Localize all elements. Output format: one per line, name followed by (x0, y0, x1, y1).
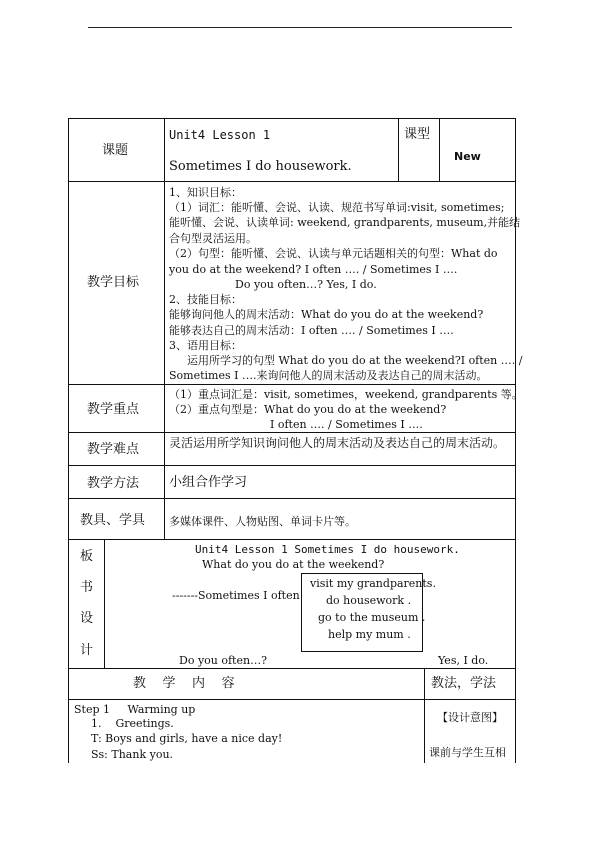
difficulty-content (164, 432, 516, 466)
goals-label-cell (68, 181, 165, 385)
difficulty-label-cell (68, 432, 165, 466)
lesson-code: Unit4 Lesson 1 (169, 128, 271, 142)
keypoints-line: I often …. / Sometimes I …. (270, 418, 423, 431)
keypoints-line: （1）重点词汇是：visit, sometimes，weekend, grandparents 等。 (169, 388, 523, 401)
tools-label: 教具、学具 (80, 513, 146, 528)
goals-label: 教学目标 (87, 275, 140, 290)
keypoints-label-cell (68, 384, 165, 433)
board-bottom-answer: Yes, I do. (438, 654, 489, 667)
goals-content (164, 181, 523, 385)
board-option: help my mum . (328, 628, 411, 641)
board-option: visit my grandparents. (310, 577, 436, 590)
method-header-cell (424, 668, 516, 700)
goals-line: （2）句型：能听懂、会说、认读与单元话题相关的句型：What do (169, 247, 498, 260)
step-content (68, 699, 425, 763)
method-header-label: 教法，学法 (431, 676, 497, 691)
difficulty-label: 教学难点 (87, 442, 140, 457)
lesson-title: Sometimes I do housework. (169, 159, 352, 174)
design-intent-text: 课前与学生互相 (429, 746, 506, 759)
goals-line: 3、语用目标： (169, 339, 242, 352)
goals-line: 运用所学习的句型 What do you do at the weekend?I often …. / (187, 354, 523, 367)
goals-line: you do at the weekend? I often …. / Sometimes I …. (169, 263, 458, 276)
method-text: 小组合作学习 (169, 475, 248, 490)
kexing-label-cell (398, 118, 440, 182)
step-line: Step 1 Warming up (74, 703, 196, 716)
step-line: T: Boys and girls, have a nice day! (91, 732, 283, 745)
board-label-cell (68, 539, 105, 669)
board-question: What do you do at the weekend? (202, 558, 385, 571)
goals-line: Sometimes I ….来询问他人的周末活动及表达自己的周末活动。 (169, 369, 488, 382)
goals-line: 能够表达自己的周末活动：I often …. / Sometimes I …. (169, 324, 454, 337)
keti-label-cell (68, 118, 165, 182)
difficulty-text: 灵活运用所学知识询问他人的周末活动及表达自己的周末活动。 (169, 436, 506, 450)
goals-line: 2、技能目标： (169, 293, 242, 306)
keti-label: 课题 (102, 143, 129, 158)
goals-line: Do you often…? Yes, I do. (235, 278, 377, 291)
kexing-value-cell (439, 118, 516, 182)
method-content (164, 465, 516, 499)
kexing-value: New (454, 150, 481, 163)
board-content (104, 539, 516, 669)
board-option: go to the museum . (318, 611, 426, 624)
tools-label-cell (68, 498, 165, 540)
board-label-char: 设 (80, 611, 94, 626)
board-options-box (301, 573, 436, 652)
method-label-cell (68, 465, 165, 499)
content-header-label: 教 学 内 容 (133, 676, 235, 691)
step-line: 1. Greetings. (91, 717, 174, 730)
goals-line: 1、知识目标： (169, 186, 242, 199)
tools-content (164, 498, 516, 540)
goals-line: 能听懂、会说、认读单词: weekend, grandparents, museum,并能结 (169, 216, 521, 229)
design-intent-cell (424, 699, 516, 763)
design-intent-label: 【设计意图】 (437, 711, 503, 724)
tools-text: 多媒体课件、人物贴图、单词卡片等。 (169, 515, 356, 528)
lesson-cell (164, 118, 399, 182)
board-heading: Unit4 Lesson 1 Sometimes I do housework. (195, 543, 460, 556)
board-label-char: 书 (80, 580, 94, 595)
content-header-cell (68, 668, 425, 700)
header-rule (88, 27, 512, 28)
board-option: do housework . (326, 594, 412, 607)
method-label: 教学方法 (87, 476, 140, 491)
step-line: Ss: Thank you. (91, 748, 174, 761)
goals-line: 能够询问他人的周末活动：What do you do at the weekend? (169, 308, 484, 321)
board-answer-stem: -------Sometimes I often (172, 589, 300, 602)
board-bottom-question: Do you often…? (179, 654, 267, 667)
goals-line: 合句型灵活运用。 (169, 232, 257, 245)
keypoints-line: （2）重点句型是：What do you do at the weekend? (169, 403, 447, 416)
keypoints-label: 教学重点 (87, 402, 140, 417)
keypoints-content (164, 384, 523, 433)
board-label-char: 板 (80, 549, 94, 564)
goals-line: （1）词汇：能听懂、会说、认读、规范书写单词:visit, sometimes; (169, 201, 505, 214)
board-label-char: 计 (80, 643, 94, 658)
kexing-label: 课型 (404, 127, 431, 142)
